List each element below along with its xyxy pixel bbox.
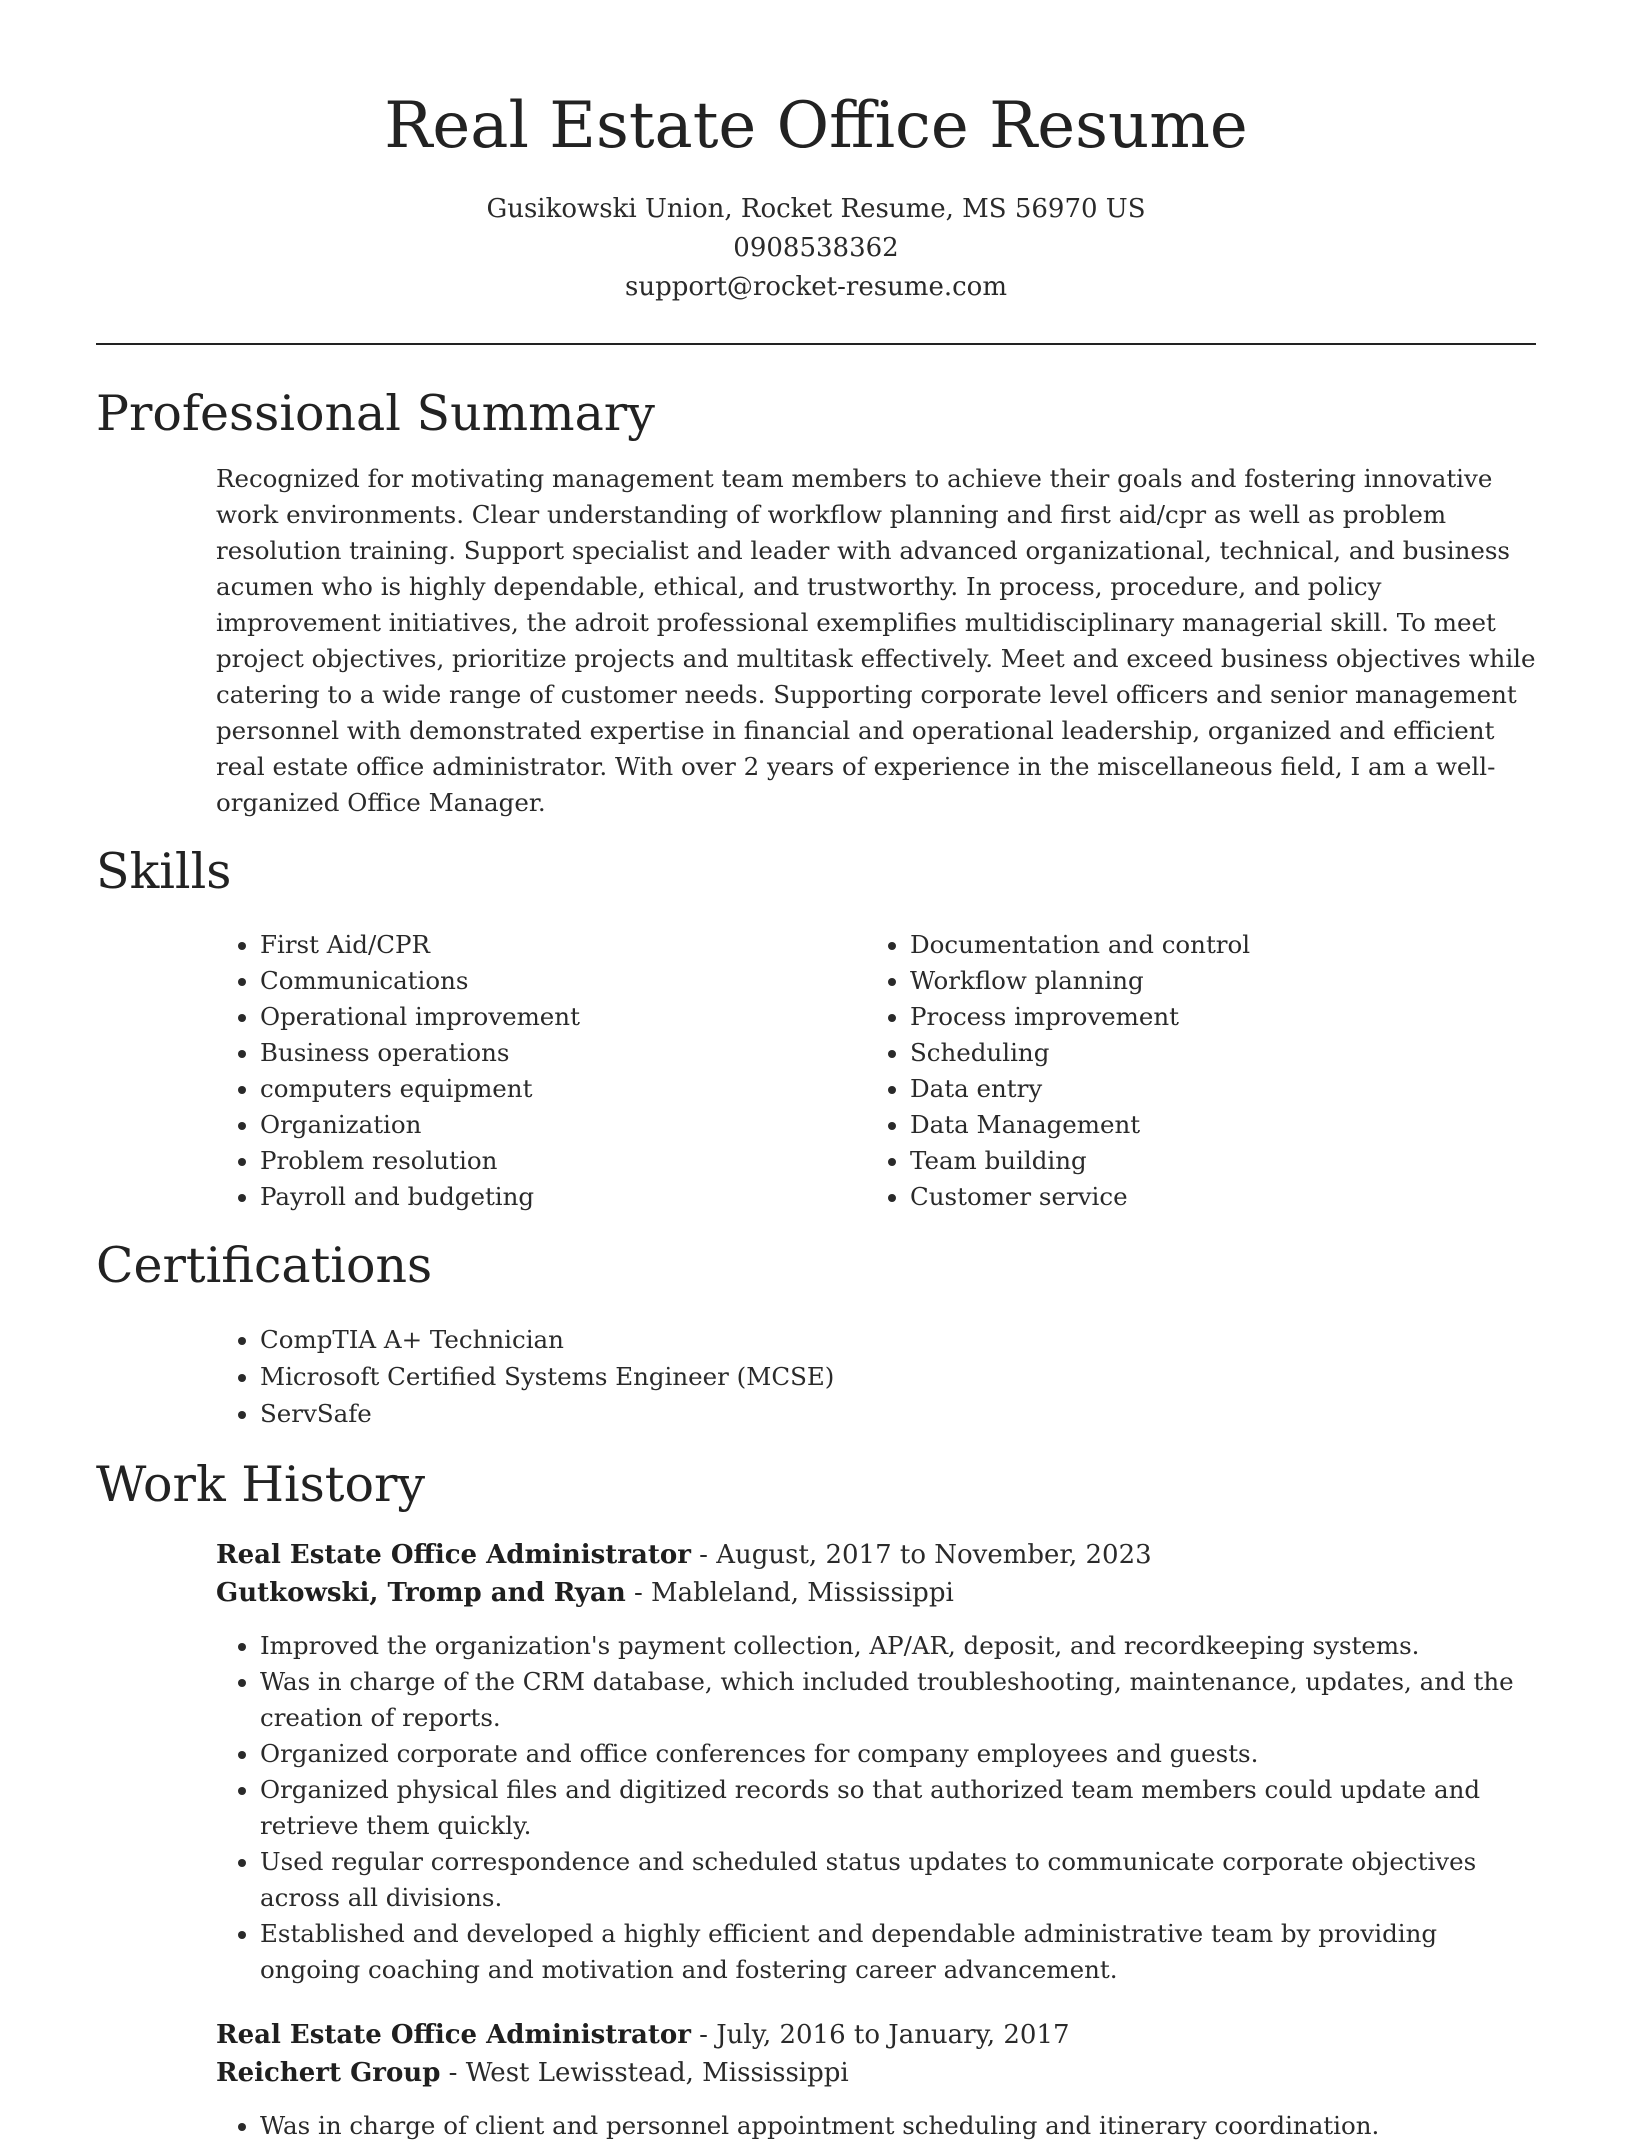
job-location: - West Lewisstead, Mississippi <box>440 2058 849 2088</box>
skills-column-right <box>866 927 1516 1215</box>
resume-title: Real Estate Office Resume <box>384 89 1248 163</box>
job-entry <box>216 2016 1536 2144</box>
contact-address: Gusikowski Union, Rocket Resume, MS 56970 US <box>486 194 1146 224</box>
certification-item: • ServSafe <box>260 1395 1536 1432</box>
skills-column-left <box>216 927 866 1215</box>
skill-item: • computers equipment <box>260 1071 866 1107</box>
summary-text: Recognized for motivating management team members to achieve their goals and fostering innovative work environments. Clear understanding of workflow planning and first aid/cpr as well as problem resolution training. Support specialist and leader with advanced organizational, technical, and business acumen who is highly dependable, ethical, and trustworthy. In process, procedure, and policy improvement initiatives, the adroit professional exemplifies multidisciplinary managerial skill. To meet project objectives, prioritize projects and multitask effectively. Meet and exceed business objectives while catering to a wide range of customer needs. Supporting corporate level officers and senior management personnel with demonstrated expertise in financial and operational leadership, organized and efficient real estate office administrator. With over 2 years of experience in the miscellaneous field, I am a well-organized Office Manager. <box>216 464 1536 817</box>
skills-list <box>216 927 1536 1215</box>
job-duties <box>216 2108 1536 2144</box>
job-duty-item: • Organized corporate and office conferences for company employees and guests. <box>260 1736 1536 1772</box>
skill-item: • Payroll and budgeting <box>260 1179 866 1215</box>
job-title: Real Estate Office Administrator <box>216 1540 691 1570</box>
skill-item: • Customer service <box>910 1179 1516 1215</box>
job-company-line <box>216 1574 1536 1612</box>
contact-phone: 0908538362 <box>733 233 899 263</box>
certifications-heading: Certifications <box>96 1237 433 1294</box>
skill-item: • Scheduling <box>910 1035 1516 1071</box>
job-duty-item: • Improved the organization's payment collection, AP/AR, deposit, and recordkeeping systems. <box>260 1628 1536 1664</box>
job-duty-item: • Used regular correspondence and scheduled status updates to communicate corporate objectives across all divisions. <box>260 1844 1536 1916</box>
skill-item: • Team building <box>910 1143 1516 1179</box>
job-duties <box>216 1628 1536 1988</box>
job-duty-item: • Established and developed a highly efficient and dependable administrative team by providing ongoing coaching and motivation and fostering career advancement. <box>260 1916 1536 1988</box>
certification-item: • CompTIA A+ Technician <box>260 1321 1536 1358</box>
skill-item: • Data Management <box>910 1107 1516 1143</box>
job-company: Reichert Group <box>216 2058 441 2088</box>
job-location: - Mableland, Mississippi <box>625 1578 954 1608</box>
skills-heading: Skills <box>96 843 232 900</box>
job-title-line <box>216 1536 1536 1574</box>
skill-item: • Documentation and control <box>910 927 1516 963</box>
resume-header <box>96 0 1536 307</box>
job-company-line <box>216 2054 1536 2092</box>
job-dates: - August, 2017 to November, 2023 <box>690 1540 1152 1570</box>
skill-item: • Workflow planning <box>910 963 1516 999</box>
skill-item: • Operational improvement <box>260 999 866 1035</box>
job-title: Real Estate Office Administrator <box>216 2020 691 2050</box>
skill-item: • Communications <box>260 963 866 999</box>
certification-item: • Microsoft Certified Systems Engineer (MCSE) <box>260 1358 1536 1395</box>
skill-item: • Process improvement <box>910 999 1516 1035</box>
job-duty-item: • Was in charge of the CRM database, which included troubleshooting, maintenance, updates, and the creation of reports. <box>260 1664 1536 1736</box>
job-entry <box>216 1536 1536 1988</box>
resume-page <box>96 0 1536 2144</box>
skill-item: • Problem resolution <box>260 1143 866 1179</box>
job-title-line <box>216 2016 1536 2054</box>
skill-item: • First Aid/CPR <box>260 927 866 963</box>
job-company: Gutkowski, Tromp and Ryan <box>216 1578 626 1608</box>
job-duty-item: • Organized physical files and digitized records so that authorized team members could update and retrieve them quickly. <box>260 1772 1536 1844</box>
skill-item: • Organization <box>260 1107 866 1143</box>
contact-email: support@rocket-resume.com <box>624 272 1007 302</box>
header-divider <box>96 343 1536 345</box>
summary-heading: Professional Summary <box>96 385 655 442</box>
job-duty-item: • Was in charge of client and personnel appointment scheduling and itinerary coordination. <box>260 2108 1536 2144</box>
skill-item: • Business operations <box>260 1035 866 1071</box>
certifications-list <box>216 1321 1536 1432</box>
job-dates: - July, 2016 to January, 2017 <box>690 2020 1070 2050</box>
work-history-heading: Work History <box>96 1456 426 1513</box>
skill-item: • Data entry <box>910 1071 1516 1107</box>
